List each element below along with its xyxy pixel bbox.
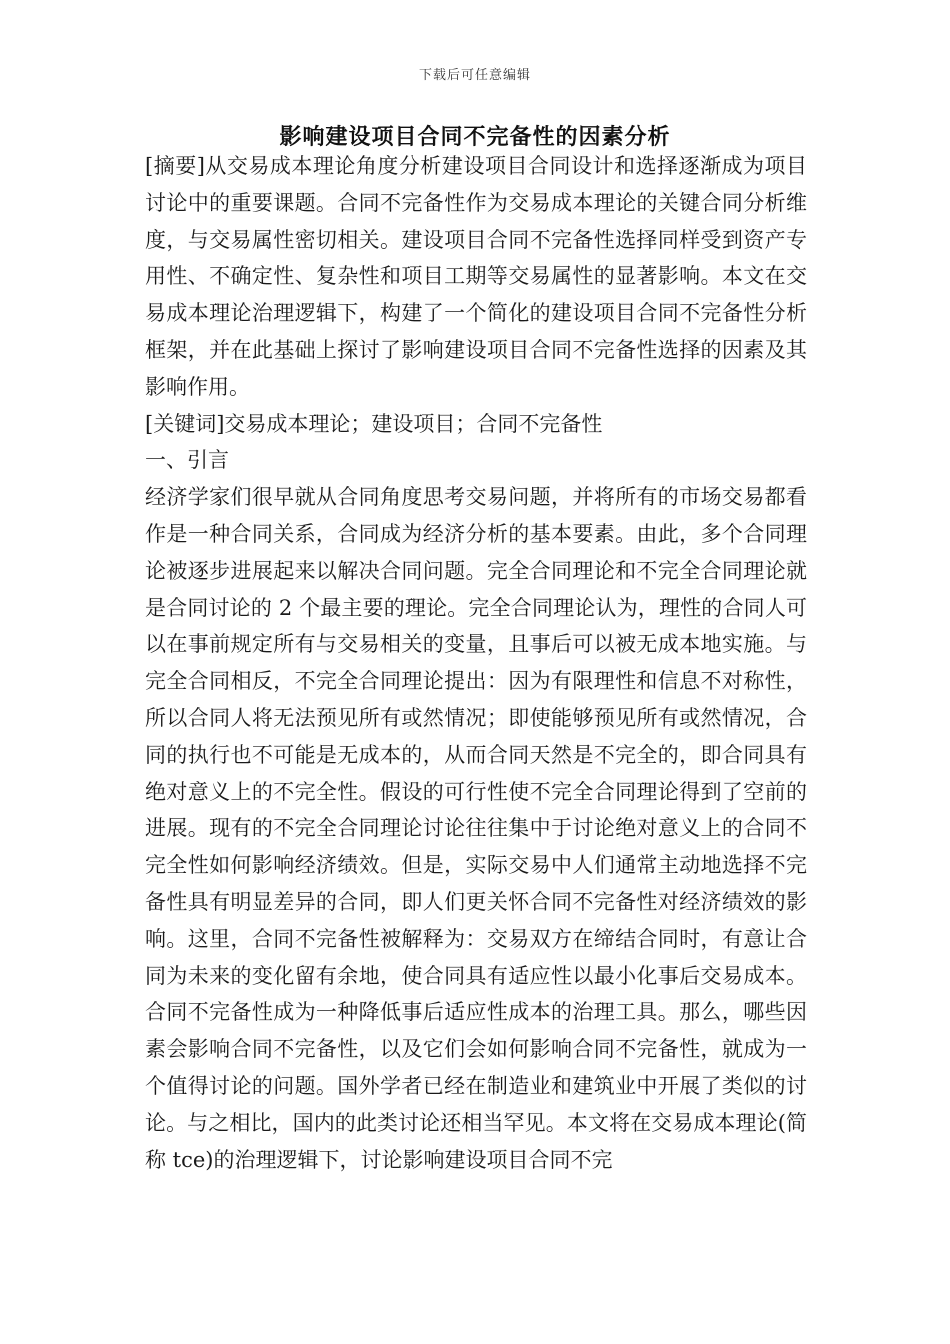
document-body	[145, 148, 807, 1178]
intro-paragraph: 经济学家们很早就从合同角度思考交易问题，并将所有的市场交易都看作是一种合同关系，合同成为经济分析的基本要素。由此，多个合同理论被逐步进展起来以解决合同问题。完全合同理论和不完全合同理论就是合同讨论的 2 个最主要的理论。完全合同理论认为，理性的合同人可以在事前规定所有与交易相关的变量，且事后可以被无成本地实施。与完全合同相反，不完全合同理论提出：因为有限理性和信息不对称性，所以合同人将无法预见所有或然情况；即使能够预见所有或然情况，合同的执行也不可能是无成本的，从而合同天然是不完全的，即合同具有绝对意义上的不完全性。假设的可行性使不完全合同理论得到了空前的进展。现有的不完全合同理论讨论往往集中于讨论绝对意义上的合同不完全性如何影响经济绩效。但是，实际交易中人们通常主动地选择不完备性具有明显差异的合同，即人们更关怀合同不完备性对经济绩效的影响。这里，合同不完备性被解释为：交易双方在缔结合同时，有意让合同为未来的变化留有余地，使合同具有适应性以最小化事后交易成本。合同不完备性成为一种降低事后适应性成本的治理工具。那么，哪些因素会影响合同不完备性，以及它们会如何影响合同不完备性，就成为一个值得讨论的问题。国外学者已经在制造业和建筑业中开展了类似的讨论。与之相比，国内的此类讨论还相当罕见。本文将在交易成本理论(简称 tce)的治理逻辑下，讨论影响建设项目合同不完	[145, 485, 807, 1172]
section-heading: 一、引言	[145, 448, 229, 473]
document-title: 影响建设项目合同不完备性的因素分析	[279, 124, 671, 150]
keywords-line: [关键词]交易成本理论；建设项目；合同不完备性	[145, 411, 603, 436]
header-note: 下载后可任意编辑	[418, 68, 531, 83]
abstract-paragraph: [摘要]从交易成本理论角度分析建设项目合同设计和选择逐渐成为项目讨论中的重要课题。合同不完备性作为交易成本理论的关键合同分析维度，与交易属性密切相关。建设项目合同不完备性选择同样受到资产专用性、不确定性、复杂性和项目工期等交易属性的显著影响。本文在交易成本理论治理逻辑下，构建了一个简化的建设项目合同不完备性分析框架，并在此基础上探讨了影响建设项目合同不完备性选择的因素及其影响作用。	[145, 154, 807, 399]
